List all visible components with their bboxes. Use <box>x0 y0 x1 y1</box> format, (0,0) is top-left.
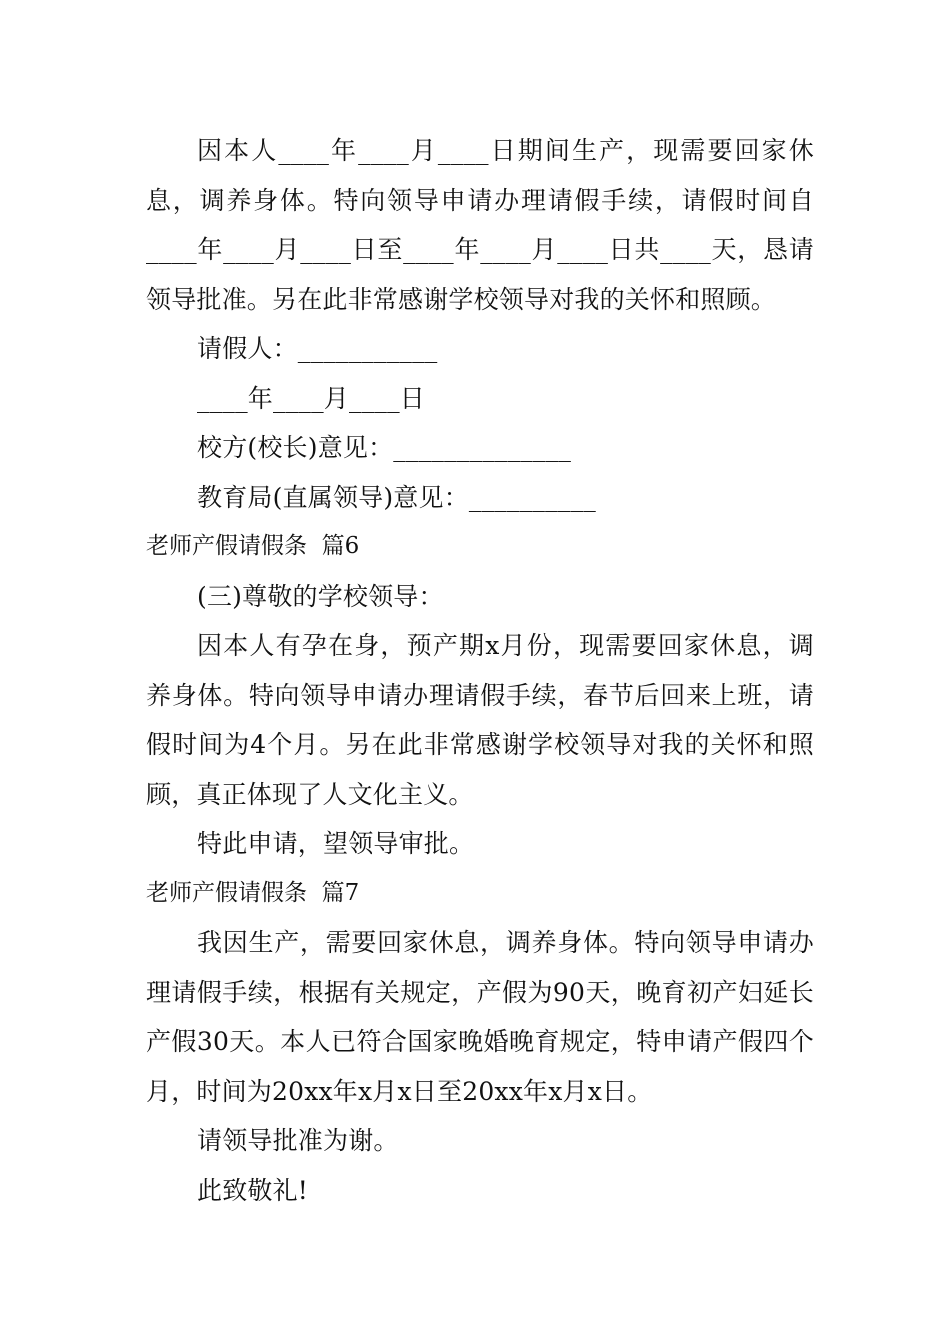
date-line: ____年____月____日 <box>197 383 426 413</box>
closing-line-7: 请领导批准为谢。 <box>197 1126 399 1155</box>
applicant-line: 请假人：___________ <box>197 334 438 363</box>
regards-line-7: 此致敬礼! <box>197 1175 309 1205</box>
document-page <box>146 126 814 1215</box>
section-heading-6: 老师产假请假条 篇6 <box>146 533 360 559</box>
bureau-opinion-line: 教育局(直属领导)意见：__________ <box>197 482 596 512</box>
closing-line-6: 特此申请，望领导审批。 <box>197 829 475 858</box>
body-paragraph-7: 我因生产，需要回家休息，调养身体。特向领导申请办理请假手续，根据有关规定，产假为90天，晚育初产妇延长产假30天。本人已符合国家晚婚晚育规定，特申请产假四个月，时间为20xx年x月x日至20xx年x月x日。 <box>146 928 814 1106</box>
section-heading-7: 老师产假请假条 篇7 <box>146 879 360 906</box>
body-paragraph-6: 因本人有孕在身，预产期x月份，现需要回家休息，调养身体。特向领导申请办理请假手续，春节后回来上班，请假时间为4个月。另在此非常感谢学校领导对我的关怀和照顾，真正体现了人文化主义。 <box>146 631 814 809</box>
leave-request-paragraph: 因本人____年____月____日期间生产，现需要回家休息，调养身体。特向领导申请办理请假手续，请假时间自____年____月____日至____年____月____日共____天，恳请领导批准。另在此非常感谢学校领导对我的关怀和照顾。 <box>146 136 814 314</box>
school-opinion-line: 校方(校长)意见：______________ <box>197 433 572 462</box>
salutation-6: (三)尊敬的学校领导： <box>197 581 444 611</box>
